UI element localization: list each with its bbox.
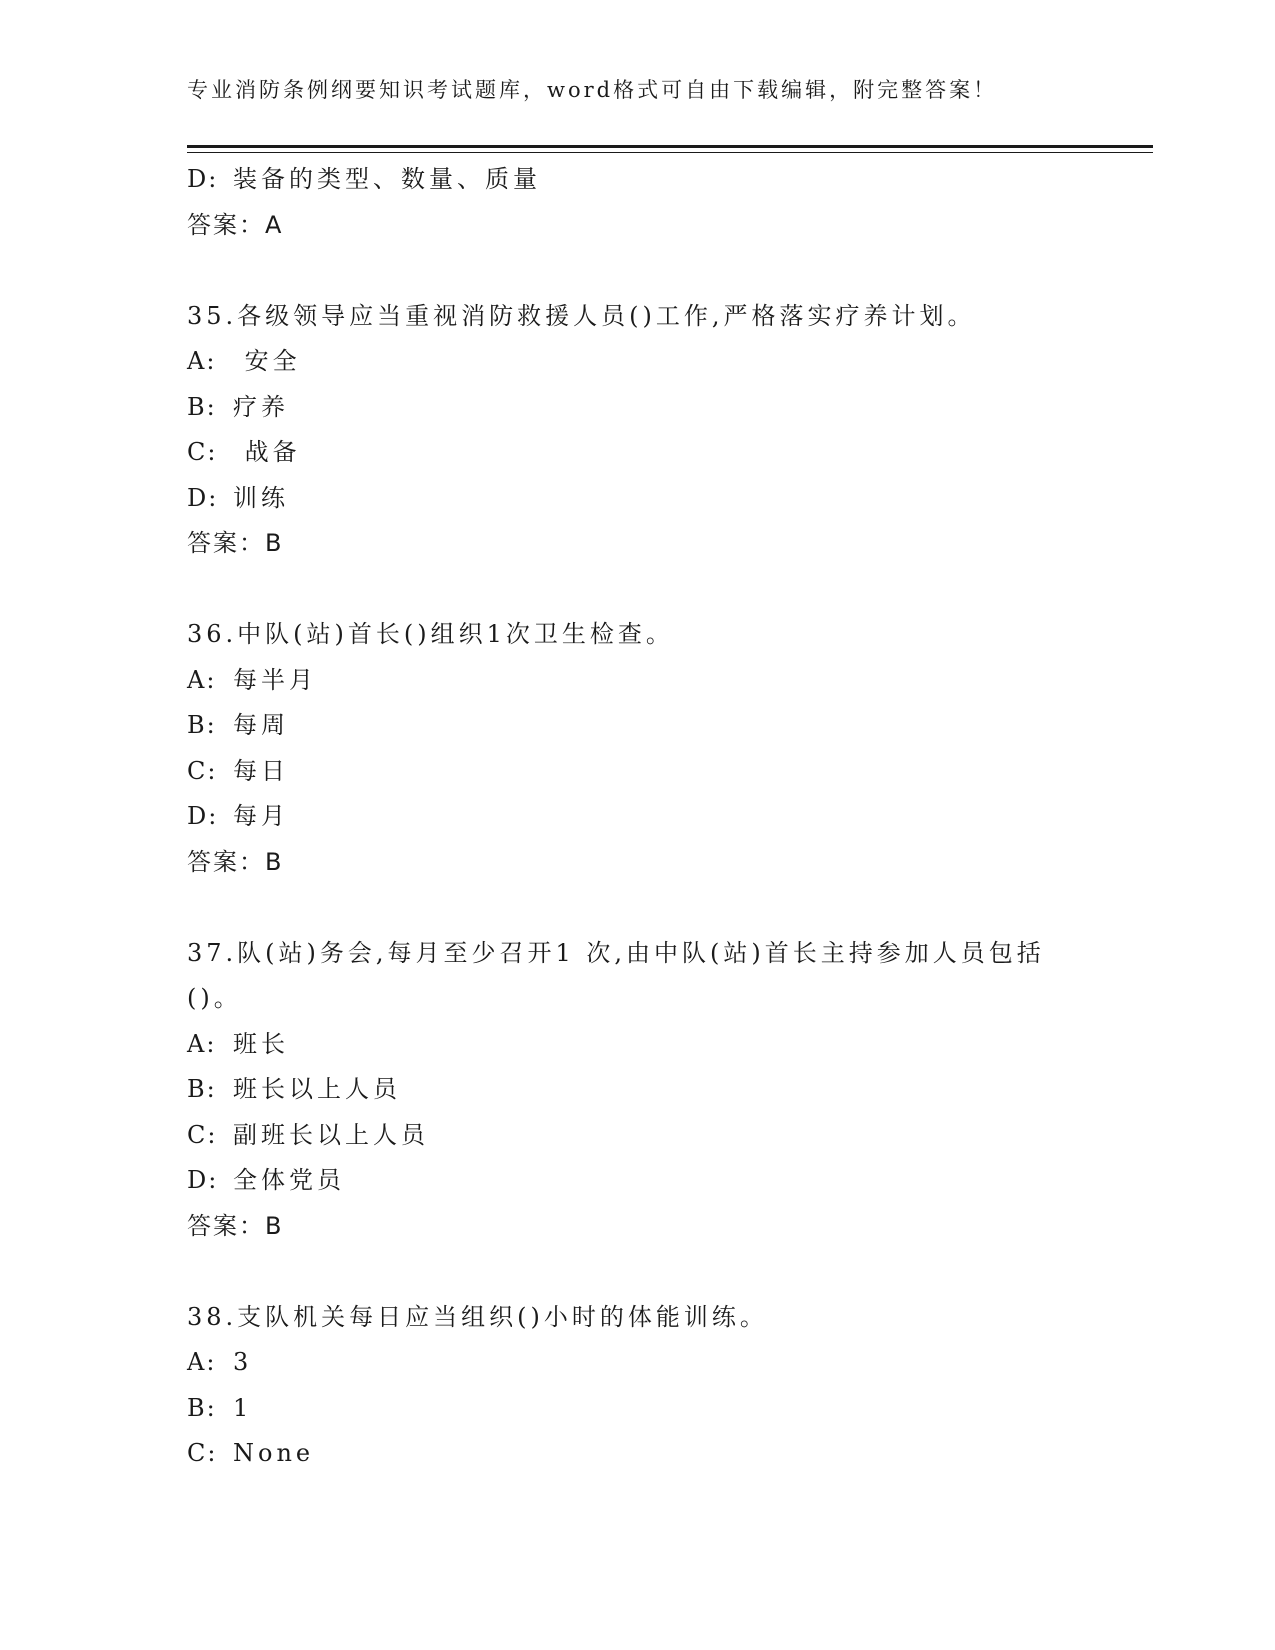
option-label: D: xyxy=(187,802,219,830)
option-b xyxy=(187,1067,1087,1113)
option-label: C: xyxy=(187,756,218,785)
option-a xyxy=(187,339,1087,385)
option-text: 训练 xyxy=(233,483,289,512)
option-text: 3 xyxy=(233,1348,253,1376)
option-text: 战备 xyxy=(233,438,301,466)
question-stem: 35.各级领导应当重视消防救援人员()工作,严格落实疗养计划。 xyxy=(187,301,976,330)
option-c xyxy=(187,749,1087,795)
option-label: D: xyxy=(187,483,219,512)
option-d xyxy=(187,794,1087,840)
option-a xyxy=(187,1022,1087,1068)
option-a xyxy=(187,658,1087,704)
answer-line: 答案：A xyxy=(187,210,284,239)
question-stem-line2: ()。 xyxy=(187,984,242,1012)
option-text: 班长 xyxy=(233,1029,289,1058)
option-label: C: xyxy=(187,438,218,466)
option-label: B: xyxy=(187,711,217,739)
option-label: C: xyxy=(187,1439,218,1467)
option-b xyxy=(187,1386,1087,1432)
option-text: None xyxy=(233,1439,315,1467)
option-text: 1 xyxy=(233,1393,253,1422)
header-rule-thin xyxy=(187,152,1153,153)
answer-line: 答案：B xyxy=(187,1211,284,1240)
option-label: A: xyxy=(187,1029,217,1058)
option-c xyxy=(187,1113,1087,1159)
option-d xyxy=(187,157,1087,203)
option-a xyxy=(187,1340,1087,1386)
option-text: 全体党员 xyxy=(233,1166,345,1194)
header-rule-thick xyxy=(187,145,1153,148)
question-list xyxy=(187,157,1087,1477)
option-text: 副班长以上人员 xyxy=(233,1120,429,1149)
option-d xyxy=(187,1158,1087,1204)
question-stem: 38.支队机关每日应当组织()小时的体能训练。 xyxy=(187,1302,768,1331)
answer-line: 答案：B xyxy=(187,847,284,876)
option-text: 疗养 xyxy=(233,392,289,421)
option-label: A: xyxy=(187,665,217,694)
page-header: 专业消防条例纲要知识考试题库，word格式可自由下载编辑，附完整答案！ xyxy=(187,78,998,102)
option-text: 安全 xyxy=(233,347,301,375)
option-text: 每周 xyxy=(233,711,289,739)
option-label: D: xyxy=(187,165,219,193)
option-d xyxy=(187,476,1087,522)
question-stem-line1: 37.队(站)务会,每月至少召开1 次,由中队(站)首长主持参加人员包括 xyxy=(187,938,1045,967)
option-label: B: xyxy=(187,1075,217,1103)
option-label: A: xyxy=(187,347,217,375)
question-stem: 36.中队(站)首长()组织1次卫生检查。 xyxy=(187,620,674,648)
option-text: 每半月 xyxy=(233,665,317,694)
option-text: 班长以上人员 xyxy=(233,1075,401,1103)
option-c xyxy=(187,430,1087,476)
option-label: C: xyxy=(187,1120,218,1149)
answer-line: 答案：B xyxy=(187,529,284,557)
option-label: D: xyxy=(187,1166,219,1194)
option-b xyxy=(187,385,1087,431)
option-text: 装备的类型、数量、质量 xyxy=(233,165,541,193)
option-text: 每月 xyxy=(233,802,289,830)
option-c xyxy=(187,1431,1087,1477)
option-text: 每日 xyxy=(233,756,289,785)
option-label: B: xyxy=(187,392,217,421)
option-label: A: xyxy=(187,1348,217,1376)
option-label: B: xyxy=(187,1393,217,1422)
option-b xyxy=(187,703,1087,749)
